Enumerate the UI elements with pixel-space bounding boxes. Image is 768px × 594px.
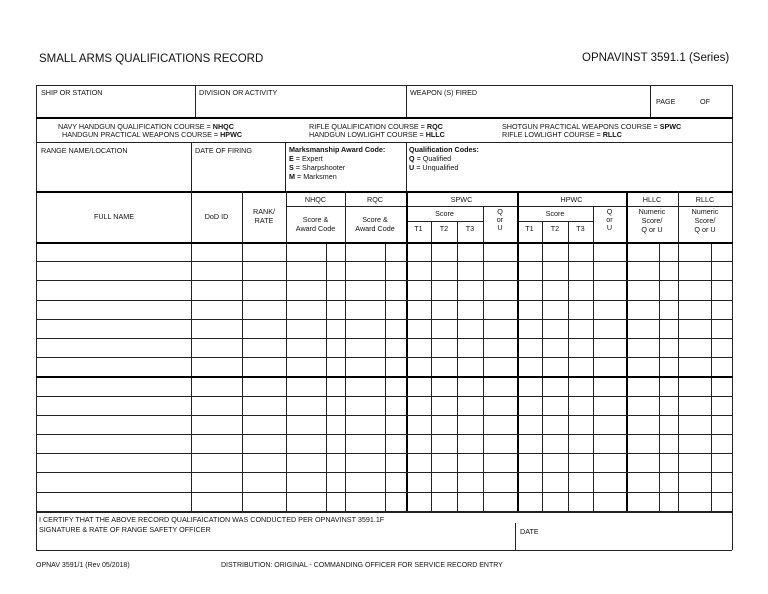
header-spwc: SPWC bbox=[450, 195, 473, 204]
table-row[interactable] bbox=[37, 243, 732, 260]
signature-field[interactable] bbox=[37, 535, 513, 549]
divider bbox=[286, 206, 732, 207]
table-row[interactable] bbox=[37, 281, 732, 298]
divider bbox=[650, 85, 651, 118]
range-name-label: RANGE NAME/LOCATION bbox=[41, 146, 128, 155]
date-of-firing-label: DATE OF FIRING bbox=[195, 146, 252, 155]
spwc-t3: T3 bbox=[465, 224, 475, 233]
ship-station-field[interactable] bbox=[37, 97, 194, 117]
header-hpwc: HPWC bbox=[560, 195, 583, 204]
table-row[interactable] bbox=[37, 397, 732, 414]
table-row[interactable] bbox=[37, 493, 732, 510]
form-title: SMALL ARMS QUALIFICATIONS RECORD bbox=[39, 53, 264, 65]
rllc-numeric-l3: Q or U bbox=[694, 225, 716, 234]
division-activity-field[interactable] bbox=[196, 97, 405, 117]
page-number-field[interactable] bbox=[680, 94, 698, 112]
hllc-numeric-l2: Score/ bbox=[641, 216, 663, 225]
certify-statement: I CERTIFY THAT THE ABOVE RECORD QUALIFAICATION WAS CONDUCTED PER OPNAVINST 3591.1F bbox=[39, 515, 385, 524]
header-dod-id: DoD ID bbox=[204, 212, 229, 221]
distribution-note: DISTRIBUTION: ORIGINAL - COMMANDING OFFICER FOR SERVICE RECORD ENTRY bbox=[221, 562, 503, 569]
course-hllc: HANDGUN LOWLIGHT COURSE = HLLC bbox=[309, 130, 445, 139]
divider bbox=[36, 117, 733, 119]
table-row[interactable] bbox=[37, 358, 732, 375]
table-row[interactable] bbox=[37, 262, 732, 279]
spwc-t1: T1 bbox=[414, 224, 423, 233]
header-nhqc: NHQC bbox=[304, 195, 327, 204]
hllc-numeric-l3: Q or U bbox=[641, 225, 663, 234]
frame-right bbox=[732, 85, 733, 550]
page-label: PAGE bbox=[656, 97, 676, 106]
table-row[interactable] bbox=[37, 454, 732, 471]
table-row[interactable] bbox=[37, 320, 732, 337]
course-hpwc: HANDGUN PRACTICAL WEAPONS COURSE = HPWC bbox=[62, 130, 243, 139]
nhqc-score-award-l2: Award Code bbox=[295, 224, 336, 233]
qual-unqualified: U = Unqualified bbox=[409, 163, 459, 172]
divider bbox=[36, 512, 733, 513]
course-nhqc: NAVY HANDGUN QUALIFICATION COURSE = NHQC bbox=[58, 122, 234, 131]
award-marksmen: M = Marksmen bbox=[289, 172, 337, 181]
header-rank-line2: RATE bbox=[254, 216, 274, 225]
qual-code-title: Qualification Codes: bbox=[409, 145, 479, 154]
table-row[interactable] bbox=[37, 377, 732, 394]
table-row[interactable] bbox=[37, 435, 732, 452]
hpwc-score-label: Score bbox=[545, 209, 565, 218]
spwc-score-label: Score bbox=[435, 209, 454, 218]
weapons-fired-label: WEAPON (S) FIRED bbox=[410, 88, 478, 97]
course-rllc: RIFLE LOWLIGHT COURSE = RLLC bbox=[502, 130, 622, 139]
course-rqc: RIFLE QUALIFICATION COURSE = RQC bbox=[309, 122, 443, 131]
divider bbox=[36, 191, 733, 193]
divider bbox=[406, 221, 483, 222]
header-rllc: RLLC bbox=[695, 195, 715, 204]
rllc-numeric-l2: Score/ bbox=[694, 216, 716, 225]
date-of-firing-field[interactable] bbox=[192, 157, 284, 190]
certify-date-field[interactable] bbox=[545, 526, 730, 548]
course-spwc: SHOTGUN PRACTICAL WEAPONS COURSE = SPWC bbox=[502, 122, 682, 131]
header-full-name: FULL NAME bbox=[93, 212, 135, 221]
award-code-title: Marksmanship Award Code: bbox=[289, 145, 386, 154]
table-row[interactable] bbox=[37, 301, 732, 318]
divider bbox=[406, 142, 407, 191]
divider bbox=[285, 142, 286, 191]
award-sharpshooter: S = Sharpshooter bbox=[289, 163, 346, 172]
spwc-or: or bbox=[496, 215, 504, 224]
form-number: OPNAV 3591/1 (Rev 05/2018) bbox=[36, 562, 130, 569]
frame-top bbox=[36, 85, 732, 86]
hpwc-t1: T1 bbox=[525, 224, 534, 233]
hpwc-t2: T2 bbox=[550, 224, 560, 233]
hpwc-or: or bbox=[606, 215, 613, 224]
spwc-q: Q bbox=[497, 207, 503, 216]
qual-qualified: Q = Qualified bbox=[409, 154, 452, 163]
rqc-score-award-l2: Award Code bbox=[355, 224, 395, 233]
award-expert: E = Expert bbox=[289, 154, 323, 163]
hpwc-u: U bbox=[606, 223, 613, 232]
table-row[interactable] bbox=[37, 473, 732, 490]
spwc-u: U bbox=[497, 223, 503, 232]
signature-label: SIGNATURE & RATE OF RANGE SAFETY OFFICER bbox=[39, 525, 211, 534]
divider bbox=[515, 523, 516, 550]
header-hllc: HLLC bbox=[642, 195, 662, 204]
divider bbox=[36, 142, 733, 143]
date-label: DATE bbox=[520, 527, 539, 536]
table-row[interactable] bbox=[37, 416, 732, 433]
hpwc-q: Q bbox=[606, 207, 613, 216]
header-rank-line1: RANK/ bbox=[253, 207, 275, 216]
page-of-label: OF bbox=[700, 97, 710, 106]
ship-station-label: SHIP OR STATION bbox=[41, 88, 103, 97]
range-name-field[interactable] bbox=[37, 157, 190, 190]
division-activity-label: DIVISION OR ACTIVITY bbox=[199, 88, 278, 97]
hllc-numeric-l1: Numeric bbox=[638, 207, 666, 216]
page-total-field[interactable] bbox=[712, 94, 730, 112]
weapons-fired-field[interactable] bbox=[407, 97, 649, 117]
nhqc-score-award-l1: Score & bbox=[302, 215, 329, 224]
divider bbox=[517, 221, 593, 222]
frame-bottom bbox=[36, 550, 732, 551]
hpwc-t3: T3 bbox=[576, 224, 585, 233]
instruction-reference: OPNAVINST 3591.1 (Series) bbox=[582, 52, 730, 64]
table-row[interactable] bbox=[37, 339, 732, 356]
rllc-numeric-l1: Numeric bbox=[691, 207, 719, 216]
header-rqc: RQC bbox=[367, 195, 383, 204]
rqc-score-award-l1: Score & bbox=[362, 215, 388, 224]
spwc-t2: T2 bbox=[439, 224, 449, 233]
